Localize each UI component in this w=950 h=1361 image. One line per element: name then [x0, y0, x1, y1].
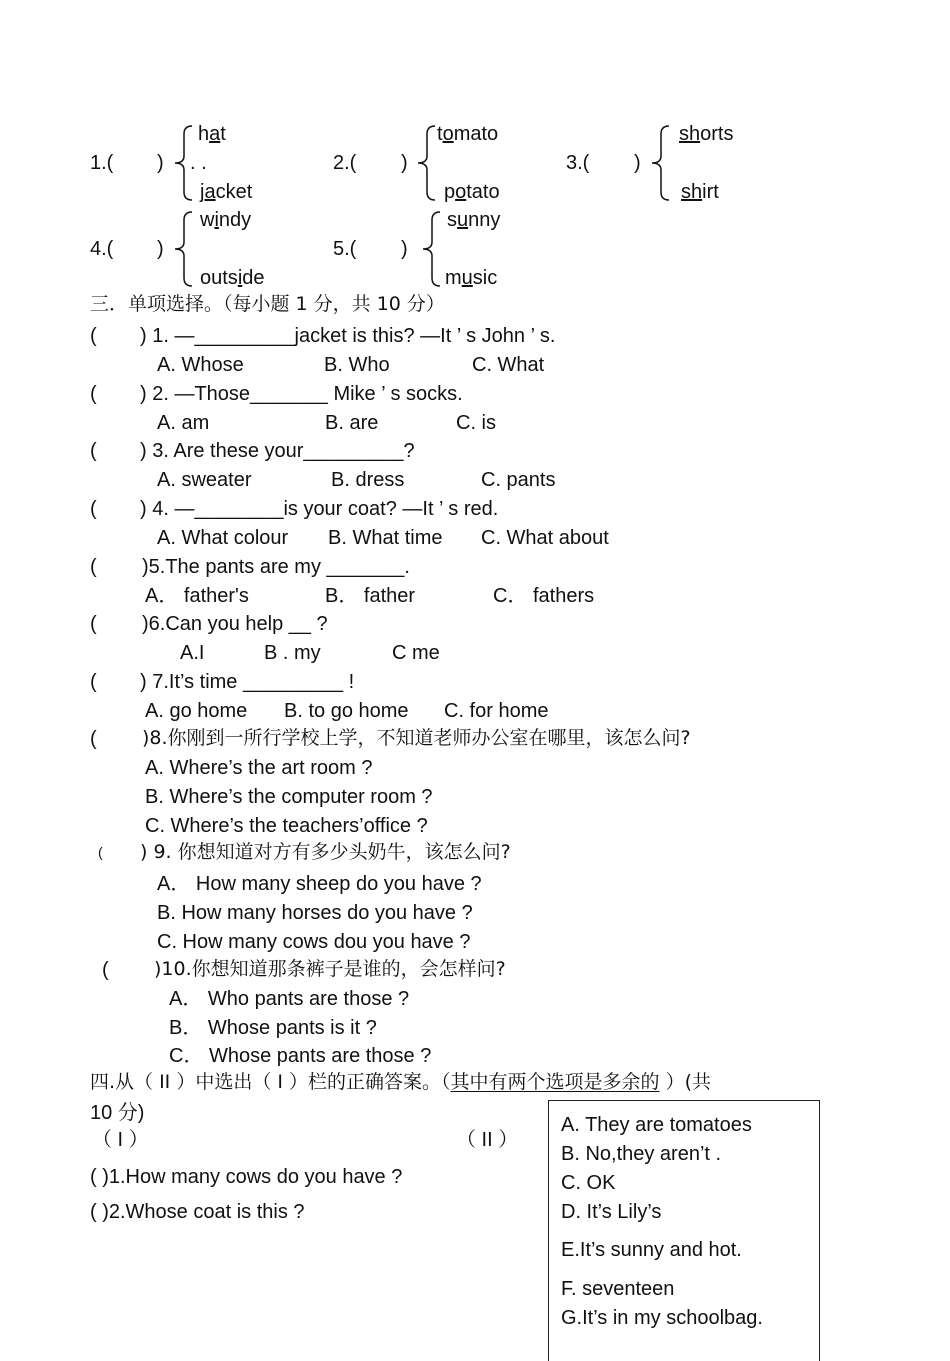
phonics-1-top: hat	[198, 123, 226, 145]
section-4-title: 四.从（ II ）中选出（ I ）栏的正确答案。（其中有两个选项是多余的 ）(共	[90, 1071, 711, 1093]
match-question-1: ( )1.How many cows do you have ?	[90, 1166, 403, 1188]
q10-option-a: A． Who pants are those ?	[169, 988, 410, 1010]
column-1-header: （ I ）	[92, 1129, 149, 1151]
answer-d: D. It’s Lily’s	[561, 1201, 662, 1223]
phonics-4-top: windy	[200, 209, 252, 231]
q7-stem: ) 7.It’s time _________ !	[140, 671, 355, 693]
q7-option-b: B. to go home	[284, 700, 409, 722]
q4-option-a: A. What colour	[157, 527, 289, 549]
q6-stem: )6.Can you help __ ?	[142, 613, 328, 635]
q2-option-a: A. am	[157, 412, 210, 434]
answer-c: C. OK	[561, 1172, 616, 1194]
q8-stem: )8.你刚到一所行学校上学，不知道老师办公室在哪里，该怎么问?	[142, 727, 691, 749]
q10-paren: (	[102, 959, 109, 981]
q7-option-c: C. for home	[444, 700, 549, 722]
phonics-1-close: )	[157, 152, 164, 174]
phonics-4-close: )	[157, 238, 164, 260]
q4-stem: ) 4. ―________is your coat? ―It ’ s red.	[140, 498, 499, 520]
answer-b: B. No,they aren’t .	[561, 1143, 722, 1165]
q9-paren: (	[98, 844, 103, 860]
q8-option-c: C. Where’s the teachers’office ?	[145, 815, 428, 837]
q1-stem: ) 1. ―_________jacket is this? ―It ’ s John ’ s.	[140, 325, 556, 347]
q2-option-b: B. are	[325, 412, 379, 434]
q10-stem: )10.你想知道那条裤子是谁的，会怎样问?	[154, 958, 506, 980]
q3-stem: ) 3. Are these your_________?	[140, 440, 415, 462]
q7-option-a: A. go home	[145, 700, 248, 722]
q8-option-a: A. Where’s the art room ?	[145, 757, 373, 779]
phonics-4-number: 4.(	[90, 238, 114, 260]
q6-option-c: C me	[392, 642, 440, 664]
q5-stem: )5.The pants are my _______.	[142, 556, 410, 578]
phonics-3-bottom: shirt	[681, 181, 719, 203]
q3-paren: (	[90, 440, 97, 462]
phonics-5-number: 5.(	[333, 238, 357, 260]
phonics-2-close: )	[401, 152, 408, 174]
q2-paren: (	[90, 383, 97, 405]
phonics-3-top: shorts	[679, 123, 734, 145]
phonics-1-bottom: jacket	[200, 181, 253, 203]
brace-1	[172, 124, 182, 202]
q5-paren: (	[90, 556, 97, 578]
phonics-4-bottom: outside	[200, 267, 265, 289]
q10-option-c: C． Whose pants are those ?	[169, 1045, 432, 1067]
answer-g: G.It’s in my schoolbag.	[561, 1307, 763, 1329]
q9-option-b: B. How many horses do you have ?	[157, 902, 473, 924]
answer-e: E.It’s sunny and hot.	[561, 1239, 742, 1261]
q8-option-b: B. Where’s the computer room ?	[145, 786, 433, 808]
q5-option-c: C． fathers	[493, 585, 595, 607]
q5-option-b: B． father	[325, 585, 416, 607]
answer-f: F. seventeen	[561, 1278, 675, 1300]
phonics-3-number: 3.(	[566, 152, 590, 174]
answer-a: A. They are tomatoes	[561, 1114, 752, 1136]
phonics-5-close: )	[401, 238, 408, 260]
q5-option-a: A． father's	[145, 585, 249, 607]
phonics-1-mid: . .	[190, 152, 207, 174]
brace-2	[415, 124, 425, 202]
q9-stem: ) 9. 你想知道对方有多少头奶牛，该怎么问?	[140, 841, 511, 863]
q2-stem: ) 2. ―Those_______ Mike ’ s socks.	[140, 383, 463, 405]
column-2-header: （ II ）	[456, 1129, 519, 1151]
q9-option-a: A． How many sheep do you have ?	[157, 873, 482, 895]
q8-paren: (	[90, 728, 97, 750]
q6-option-b: B . my	[264, 642, 321, 664]
q1-paren: (	[90, 325, 97, 347]
section-4-title-line2: 10 分)	[90, 1102, 145, 1124]
q1-option-c: C. What	[472, 354, 545, 376]
phonics-3-close: )	[634, 152, 641, 174]
q3-option-b: B. dress	[331, 469, 405, 491]
q10-option-b: B． Whose pants is it ?	[169, 1017, 377, 1039]
brace-5	[420, 210, 430, 288]
q4-option-c: C. What about	[481, 527, 609, 549]
q7-paren: (	[90, 671, 97, 693]
brace-3	[649, 124, 659, 202]
phonics-2-top: tomato	[437, 123, 499, 145]
q6-paren: (	[90, 613, 97, 635]
q3-option-c: C. pants	[481, 469, 556, 491]
q1-option-b: B. Who	[324, 354, 390, 376]
phonics-1-number: 1.(	[90, 152, 114, 174]
q2-option-c: C. is	[456, 412, 496, 434]
phonics-2-bottom: potato	[444, 181, 500, 203]
q9-option-c: C. How many cows dou you have ?	[157, 931, 471, 953]
q6-option-a: A.I	[180, 642, 205, 664]
q4-option-b: B. What time	[328, 527, 443, 549]
phonics-5-bottom: music	[445, 267, 498, 289]
phonics-5-top: sunny	[447, 209, 501, 231]
phonics-2-number: 2.(	[333, 152, 357, 174]
q1-option-a: A. Whose	[157, 354, 244, 376]
brace-4	[172, 210, 182, 288]
q4-paren: (	[90, 498, 97, 520]
match-question-2: ( )2.Whose coat is this ?	[90, 1201, 305, 1223]
q3-option-a: A. sweater	[157, 469, 252, 491]
section-3-title: 三．单项选择。（每小题 1 分，共 10 分）	[90, 293, 445, 315]
